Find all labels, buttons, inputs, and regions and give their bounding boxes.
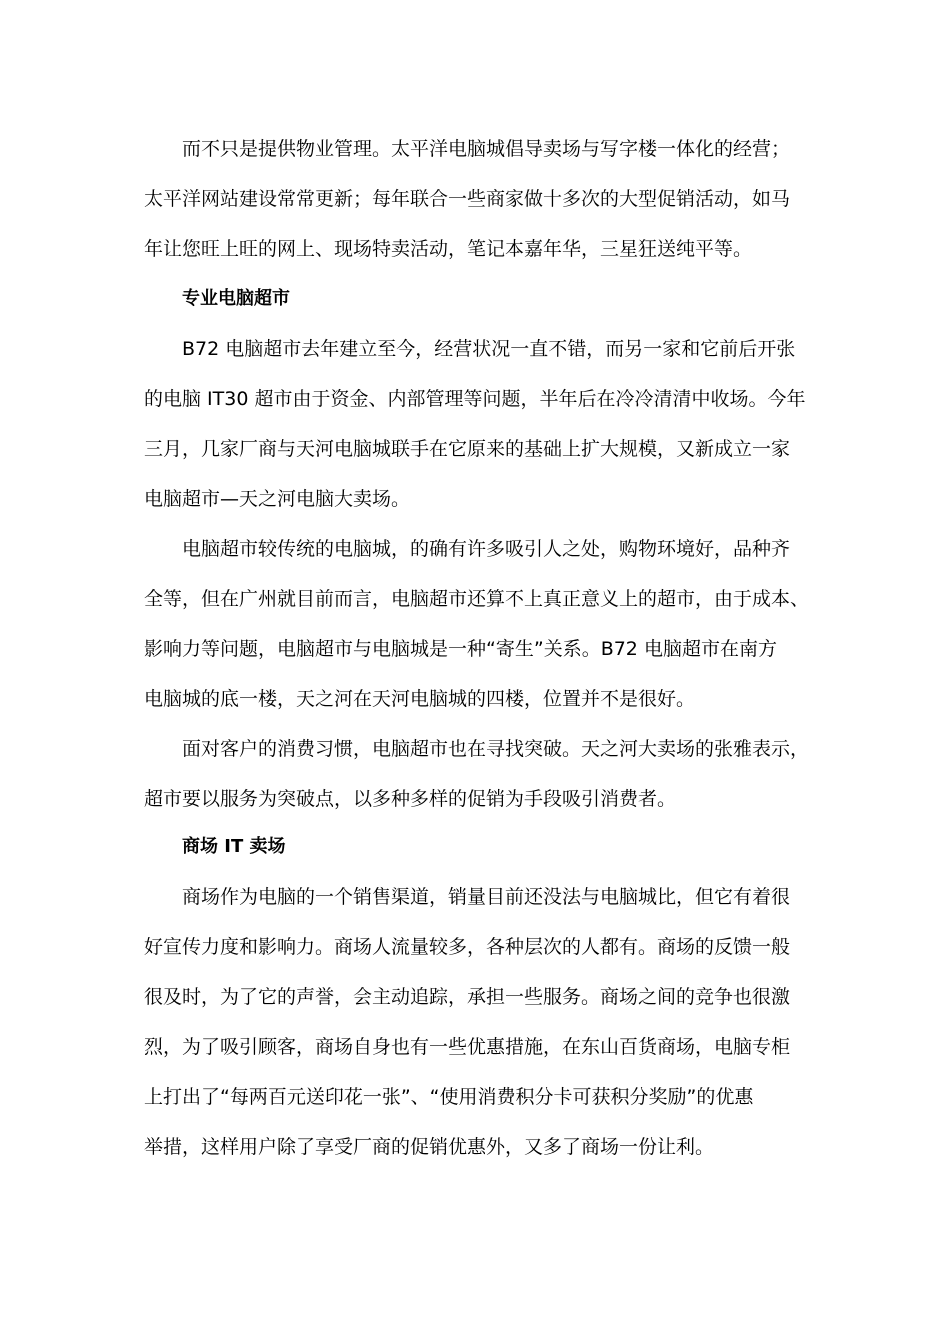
- paragraph-line: 上打出了“每两百元送印花一张”、“使用消费积分卡可获积分奖励”的优惠: [144, 1086, 754, 1108]
- section-heading: 商场 IT 卖场: [182, 836, 286, 857]
- paragraph-line: 电脑城的底一楼，天之河在天河电脑城的四楼，位置并不是很好。: [144, 688, 696, 710]
- paragraph-line: 烈，为了吸引顾客，商场自身也有一些优惠措施，在东山百货商场，电脑专柜: [144, 1036, 791, 1058]
- paragraph-line: 全等，但在广州就目前而言，电脑超市还算不上真正意义上的超市，由于成本、: [144, 588, 810, 610]
- paragraph-line: 年让您旺上旺的网上、现场特卖活动，笔记本嘉年华，三星狂送纯平等。: [144, 238, 753, 260]
- paragraph-line: 超市要以服务为突破点，以多种多样的促销为手段吸引消费者。: [144, 788, 677, 810]
- paragraph-line: 影响力等问题，电脑超市与电脑城是一种“寄生”关系。B72 电脑超市在南方: [144, 638, 777, 660]
- paragraph-line: 好宣传力度和影响力。商场人流量较多，各种层次的人都有。商场的反馈一般: [144, 936, 791, 958]
- paragraph-line: 很及时，为了它的声誉，会主动追踪，承担一些服务。商场之间的竞争也很激: [144, 986, 791, 1008]
- paragraph-line: 商场作为电脑的一个销售渠道，销量目前还没法与电脑城比，但它有着很: [182, 886, 791, 908]
- paragraph-line: 举措，这样用户除了享受厂商的促销优惠外，又多了商场一份让利。: [144, 1136, 715, 1158]
- section-heading: 专业电脑超市: [182, 288, 290, 309]
- paragraph-line: 而不只是提供物业管理。太平洋电脑城倡导卖场与写字楼一体化的经营；: [182, 138, 791, 160]
- paragraph-line: 三月，几家厂商与天河电脑城联手在它原来的基础上扩大规模，又新成立一家: [144, 438, 791, 460]
- paragraph-line: 面对客户的消费习惯，电脑超市也在寻找突破。天之河大卖场的张雅表示，: [182, 738, 810, 760]
- paragraph-line: B72 电脑超市去年建立至今，经营状况一直不错，而另一家和它前后开张: [182, 338, 796, 360]
- paragraph-line: 的电脑 IT30 超市由于资金、内部管理等问题，半年后在冷冷清清中收场。今年: [144, 388, 806, 410]
- paragraph-line: 太平洋网站建设常常更新；每年联合一些商家做十多次的大型促销活动，如马: [144, 188, 791, 210]
- paragraph-line: 电脑超市—天之河电脑大卖场。: [144, 488, 411, 510]
- paragraph-line: 电脑超市较传统的电脑城，的确有许多吸引人之处，购物环境好，品种齐: [182, 538, 791, 560]
